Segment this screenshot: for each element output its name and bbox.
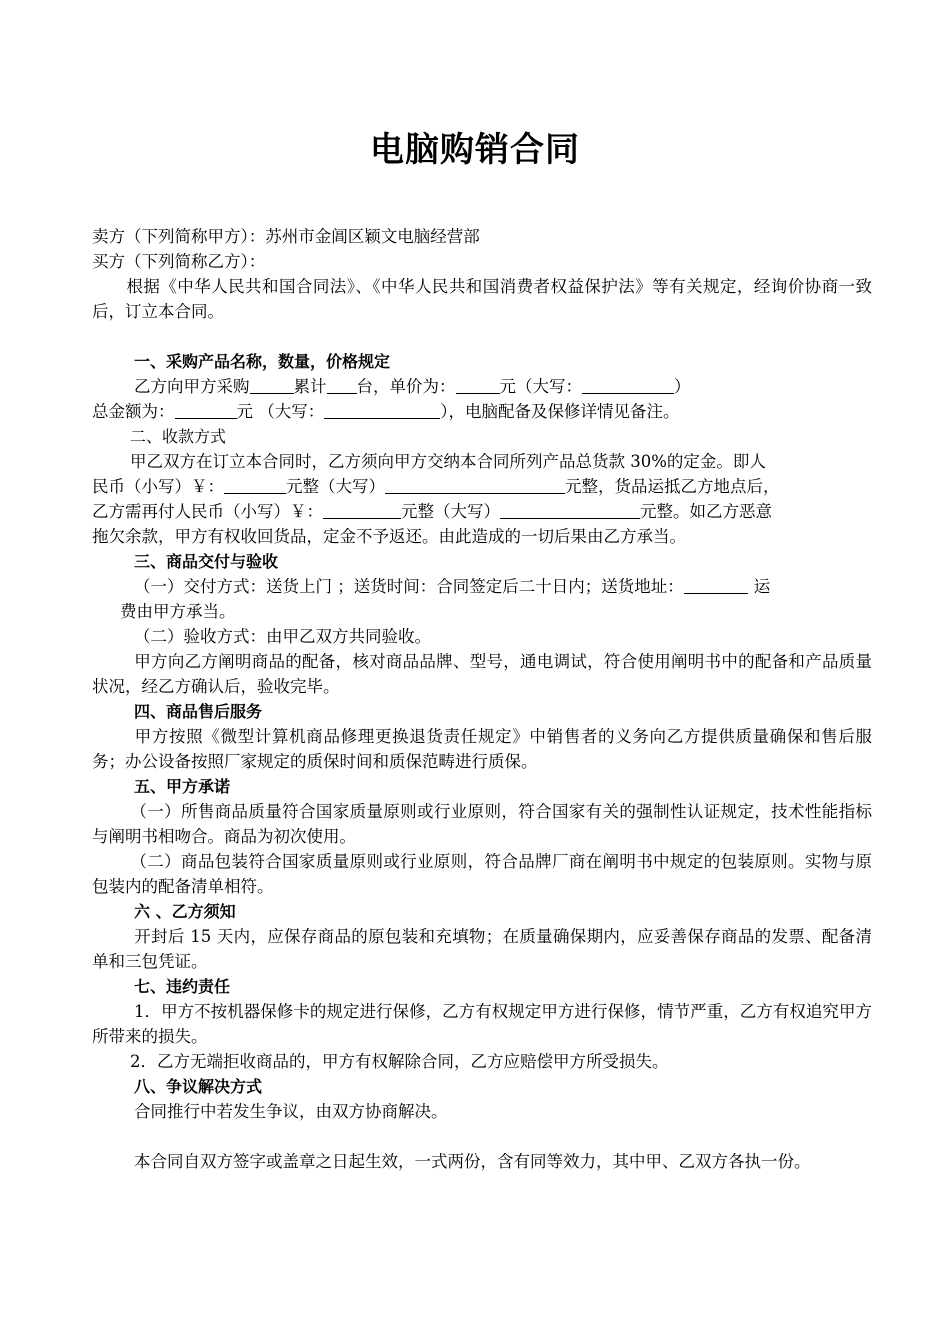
s2-deposit-words-label: 元整（大写） <box>286 477 385 496</box>
seller-line: 卖方（下列简称甲方）：苏州市金阊区颖文电脑经营部 <box>92 227 480 246</box>
section-3-paragraph <box>92 649 872 699</box>
section-1-line-1 <box>92 374 872 399</box>
s2-balance-words-label: 元整（大写） <box>401 502 500 521</box>
s3-paragraph-text: 甲方向乙方阐明商品的配备，核对商品品牌、型号，通电调试，符合使用阐明书中的配备和产品质量状况，经乙方确认后，验收完毕。 <box>92 652 872 696</box>
blank-unit-price-words[interactable] <box>582 375 674 394</box>
contract-body <box>92 224 872 1174</box>
section-3-line-2: 费由甲方承当。 <box>120 602 236 621</box>
s1-text-e: ） <box>674 377 691 396</box>
blank-balance[interactable] <box>323 500 401 519</box>
section-2-line-3 <box>92 499 872 524</box>
closing-text: 本合同自双方签字或盖章之日起生效，一式两份，含有同等效力，其中甲、乙双方各执一份。 <box>134 1152 811 1171</box>
closing-paragraph <box>92 1149 872 1174</box>
blank-unit-price[interactable] <box>456 375 500 394</box>
intro-paragraph <box>92 274 872 324</box>
section-2-line-2 <box>92 474 872 499</box>
buyer-line: 买方（下列简称乙方）： <box>92 252 266 271</box>
section-4-paragraph <box>92 724 872 774</box>
blank-total[interactable] <box>175 400 237 419</box>
s1-text-a: 乙方向甲方采购 <box>134 377 250 396</box>
blank-total-words[interactable] <box>324 400 440 419</box>
s2-balance-suffix: 元整。如乙方恶意 <box>640 502 772 521</box>
blank-delivery-address[interactable] <box>684 575 748 594</box>
s1-total-words-label: 元 （大写： <box>236 402 325 421</box>
blank-deposit[interactable] <box>224 475 286 494</box>
section-8-paragraph: 合同推行中若发生争议，由双方协商解决。 <box>134 1102 448 1121</box>
section-2-line-4: 拖欠余款，甲方有权收回货品，定金不予返还。由此造成的一切后果由乙方承当。 <box>92 527 686 546</box>
s7-p1-text: 1．甲方不按机器保修卡的规定进行保修，乙方有权规定甲方进行保修，情节严重，乙方有权追究甲方所带来的损失。 <box>92 1002 872 1046</box>
section-3-heading: 三、商品交付与验收 <box>134 552 279 571</box>
section-7-paragraph-2: 2．乙方无端拒收商品的，甲方有权解除合同，乙方应赔偿甲方所受损失。 <box>130 1052 669 1071</box>
s1-text-c: 台，单价为： <box>356 377 456 396</box>
s3-delivery-suffix: 运 <box>753 577 771 596</box>
s3-delivery-text: （一）交付方式：送货上门 ；送货时间：合同签定后二十日内；送货地址： <box>134 577 684 596</box>
s1-text-b: 累计 <box>293 377 327 396</box>
s2-deposit-label: 民币（小写）￥： <box>92 477 224 496</box>
s5-p1-text: （一）所售商品质量符合国家质量原则或行业原则，符合国家有关的强制性认证规定，技术性能指标与阐明书相吻合。商品为初次使用。 <box>92 802 872 846</box>
s1-total-label: 总金额为： <box>92 402 175 421</box>
section-6-heading: 六 、乙方须知 <box>134 902 236 921</box>
section-1-heading: 一、采购产品名称，数量，价格规定 <box>134 352 391 371</box>
s6-paragraph-text: 开封后 15 天内，应保存商品的原包装和充填物；在质量确保期内，应妥善保存商品的发票、配备清单和三包凭证。 <box>92 927 872 971</box>
section-5-heading: 五、甲方承诺 <box>134 777 231 796</box>
s2-deposit-suffix: 元整，货品运抵乙方地点后， <box>565 477 780 496</box>
document-title: 电脑购销合同 <box>370 130 580 170</box>
section-5-paragraph-1 <box>92 799 872 849</box>
section-1-line-2 <box>92 399 872 424</box>
section-3-line-3: （二）验收方式：由甲乙双方共同验收。 <box>134 627 431 646</box>
blank-product[interactable] <box>250 375 294 394</box>
blank-balance-words[interactable] <box>500 500 640 519</box>
section-2-heading: 二、收款方式 <box>130 427 227 446</box>
s5-p2-text: （二）商品包装符合国家质量原则或行业原则，符合品牌厂商在阐明书中规定的包装原则。实物与原包装内的配备清单相符。 <box>92 852 872 896</box>
section-3-line-1 <box>92 574 872 599</box>
section-4-heading: 四、商品售后服务 <box>134 702 263 721</box>
section-2-line-1: 甲乙双方在订立本合同时，乙方须向甲方交纳本合同所列产品总货款 30%的定金。即人 <box>130 452 766 471</box>
s1-text-d: 元（大写： <box>499 377 582 396</box>
s4-paragraph-text: 甲方按照《微型计算机商品修理更换退货责任规定》中销售者的义务向乙方提供质量确保和售后服务；办公设备按照厂家规定的质保时间和质保范畴进行质保。 <box>92 727 872 771</box>
section-6-paragraph <box>92 924 872 974</box>
section-8-heading: 八、争议解决方式 <box>134 1077 263 1096</box>
s1-total-suffix: ），电脑配备及保修详情见备注。 <box>440 402 680 421</box>
section-5-paragraph-2 <box>92 849 872 899</box>
blank-deposit-words[interactable] <box>385 475 565 494</box>
section-7-paragraph-1 <box>92 999 872 1049</box>
section-7-heading: 七、违约责任 <box>134 977 231 996</box>
blank-quantity[interactable] <box>327 375 357 394</box>
intro-text: 根据《中华人民共和国合同法》、《中华人民共和国消费者权益保护法》等有关规定，经询价协商一致后，订立本合同。 <box>92 277 872 321</box>
s2-balance-label: 乙方需再付人民币（小写）￥： <box>92 502 323 521</box>
